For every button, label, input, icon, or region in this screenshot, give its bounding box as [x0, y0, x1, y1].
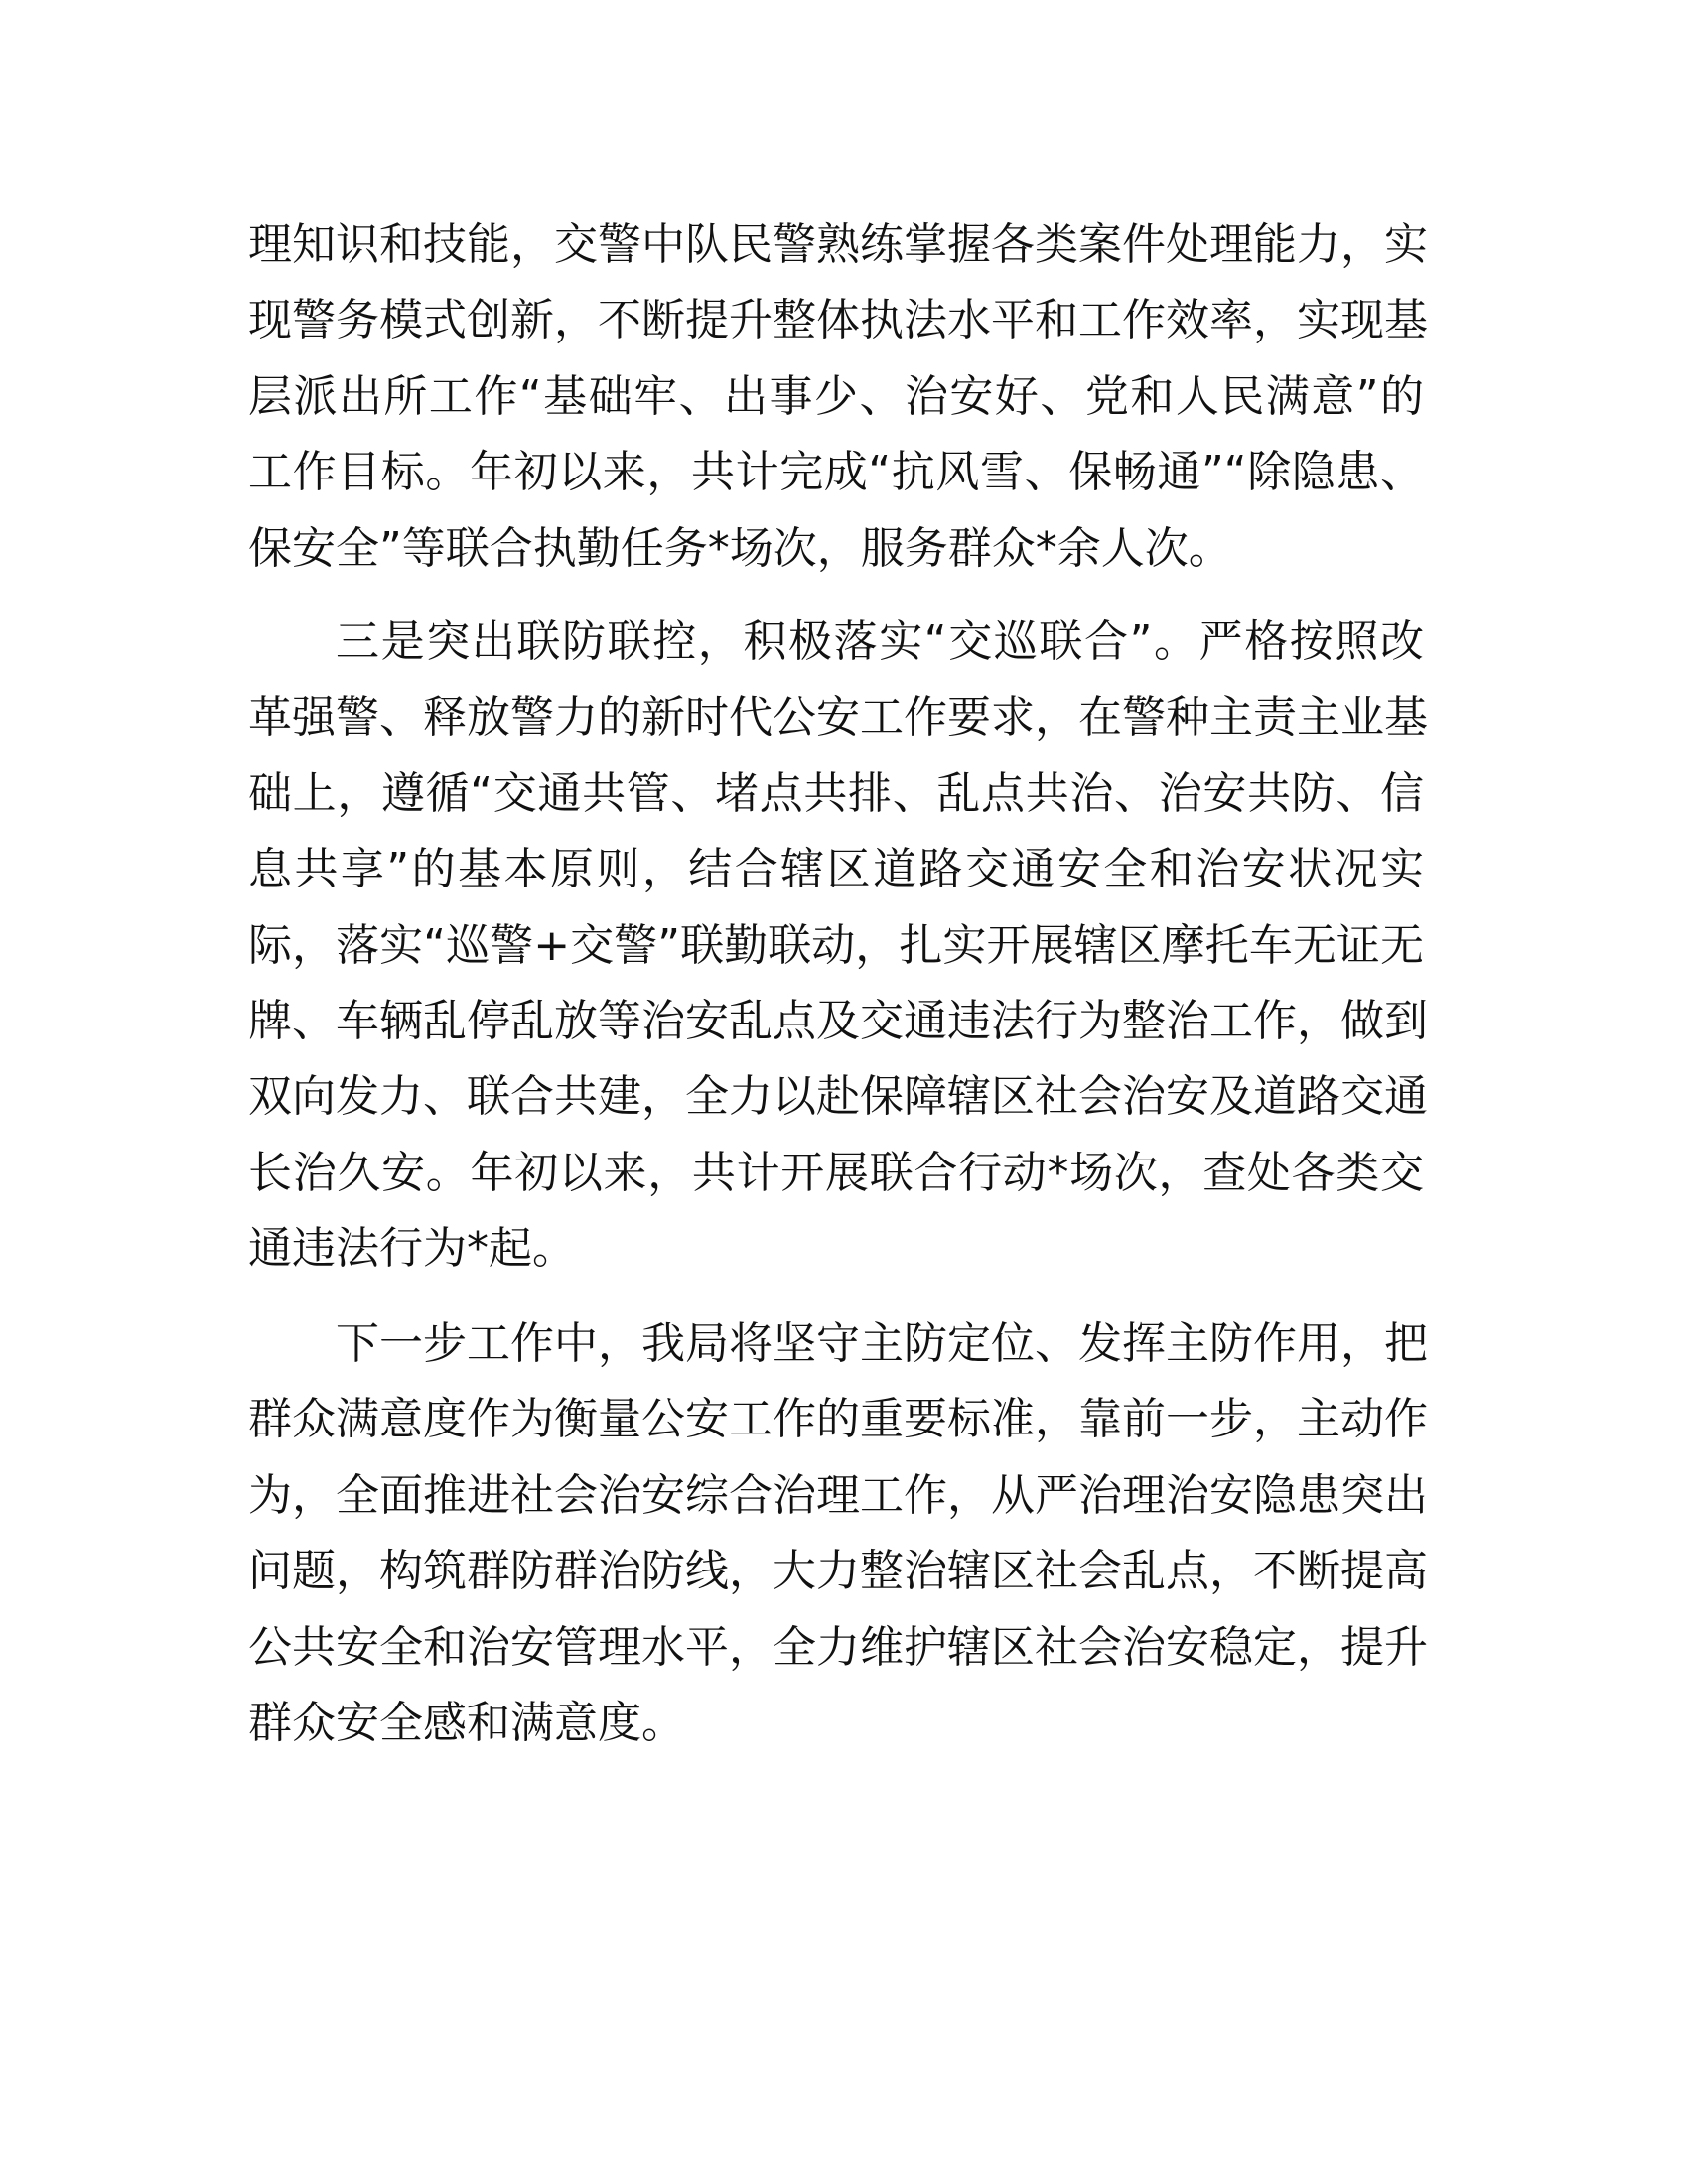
text-line: 通违法行为*起。 — [248, 1223, 576, 1275]
text-line: 牌、车辆乱停乱放等治安乱点及交通违法行为整治工作，做到 — [248, 995, 1428, 1046]
text-line: 革强警、释放警力的新时代公安工作要求，在警种主责主业基 — [248, 692, 1428, 744]
text-line: 保安全”等联合执勤任务*场次，服务群众*余人次。 — [248, 522, 1232, 574]
text-line: 工作目标。年初以来，共计完成“抗风雪、保畅通”“除隐患、 — [248, 447, 1424, 498]
text-line: 三是突出联防联控，积极落实“交巡联合”。严格按照改 — [336, 616, 1424, 667]
text-line: 问题，构筑群防群治防线，大力整治辖区社会乱点，不断提高 — [248, 1546, 1428, 1597]
text-line: 层派出所工作“基础牢、出事少、治安好、党和人民满意”的 — [248, 370, 1424, 422]
text-line: 础上，遵循“交通共管、堵点共排、乱点共治、治安共防、信 — [248, 767, 1424, 819]
paragraph-2 — [248, 605, 1428, 1288]
paragraph-1 — [248, 207, 1428, 587]
text-line: 群众满意度作为衡量公安工作的重要标准，靠前一步，主动作 — [248, 1394, 1428, 1445]
text-line: 现警务模式创新，不断提升整体执法水平和工作效率，实现基 — [248, 295, 1428, 346]
text-line: 际，落实“巡警+交警”联勤联动，扎实开展辖区摩托车无证无 — [248, 919, 1424, 971]
text-line: 为，全面推进社会治安综合治理工作，从严治理治安隐患突出 — [248, 1469, 1428, 1521]
text-line: 长治久安。年初以来，共计开展联合行动*场次，查处各类交 — [248, 1147, 1424, 1198]
text-line: 下一步工作中，我局将坚守主防定位、发挥主防作用，把 — [336, 1318, 1428, 1369]
text-line: 息共享”的基本原则，结合辖区道路交通安全和治安状况实 — [248, 844, 1424, 895]
paragraph-3 — [248, 1306, 1428, 1761]
text-line: 理知识和技能，交警中队民警熟练掌握各类案件处理能力，实 — [248, 219, 1428, 270]
text-line: 双向发力、联合共建，全力以赴保障辖区社会治安及道路交通 — [248, 1071, 1428, 1123]
text-line: 公共安全和治安管理水平，全力维护辖区社会治安稳定，提升 — [248, 1621, 1428, 1673]
text-line: 群众安全感和满意度。 — [248, 1697, 685, 1748]
